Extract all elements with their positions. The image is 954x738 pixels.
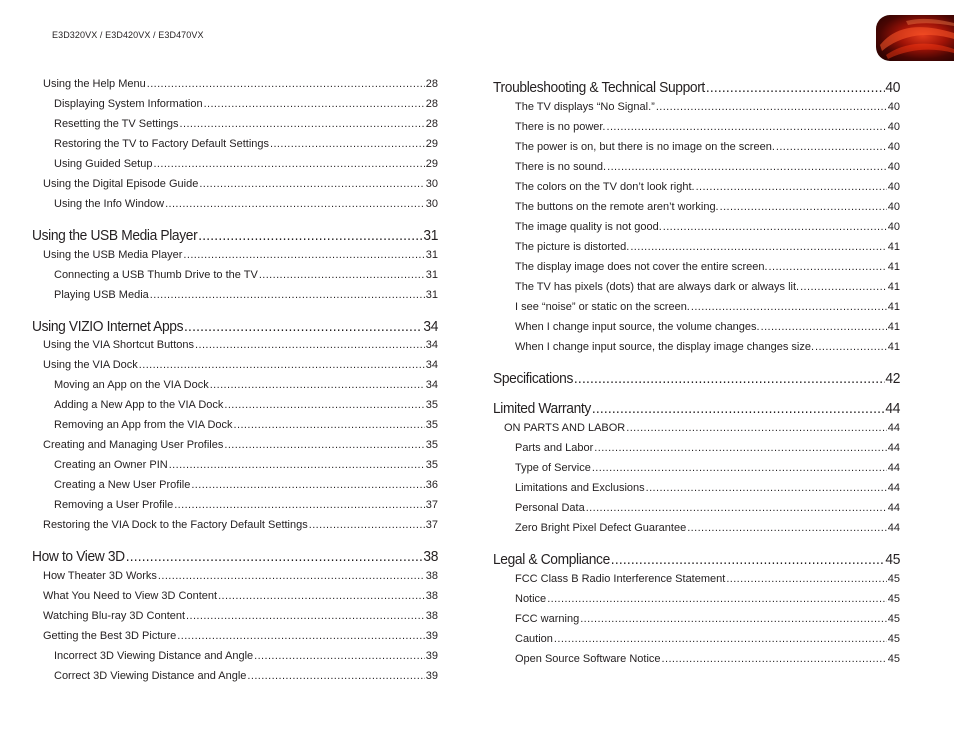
toc-page-number: 38	[425, 610, 438, 622]
toc-page-number: 45	[887, 653, 900, 665]
toc-page-number: 28	[425, 98, 438, 110]
toc-entry-title: The display image does not cover the entire screen.	[515, 261, 768, 273]
toc-entry-title: I see “noise” or static on the screen.	[515, 301, 690, 313]
toc-entry[interactable]	[493, 440, 900, 454]
toc-page-number: 35	[425, 399, 438, 411]
toc-dot-leader	[158, 570, 425, 582]
toc-entry[interactable]	[32, 648, 438, 662]
toc-dot-leader	[259, 269, 425, 281]
toc-dot-leader	[607, 161, 887, 173]
toc-entry-title: Notice	[515, 593, 547, 605]
toc-page-number: 29	[425, 138, 438, 150]
toc-page-number: 40	[887, 141, 900, 153]
toc-dot-leader	[247, 670, 424, 682]
toc-dot-leader	[586, 502, 887, 514]
toc-page-number: 42	[885, 370, 901, 387]
toc-page-number: 41	[887, 341, 900, 353]
toc-page-number: 40	[887, 221, 900, 233]
toc-entry[interactable]	[493, 651, 900, 665]
toc-dot-leader	[776, 141, 887, 153]
toc-dot-leader	[153, 158, 424, 170]
toc-page-number: 38	[425, 570, 438, 582]
toc-page-number: 39	[425, 650, 438, 662]
toc-entry-title: Creating a New User Profile	[54, 479, 191, 491]
toc-entry[interactable]	[32, 267, 438, 281]
toc-page-number: 31	[423, 227, 439, 244]
toc-entry[interactable]	[32, 517, 438, 531]
toc-entry-title: Legal & Compliance	[493, 551, 610, 568]
toc-entry[interactable]	[32, 287, 438, 301]
toc-dot-leader	[174, 499, 425, 511]
toc-dot-leader	[234, 419, 425, 431]
toc-chapter-entry[interactable]	[32, 545, 438, 565]
toc-entry[interactable]	[32, 417, 438, 431]
toc-page-number: 40	[887, 201, 900, 213]
toc-page-number: 39	[425, 630, 438, 642]
toc-entry-title: Displaying System Information	[54, 98, 203, 110]
toc-page-number: 30	[425, 198, 438, 210]
toc-page-number: 44	[887, 482, 900, 494]
toc-dot-leader	[554, 633, 887, 645]
toc-page-number: 31	[425, 289, 438, 301]
toc-entry[interactable]	[32, 337, 438, 351]
toc-entry[interactable]	[493, 239, 900, 253]
toc-entry-title: Using VIZIO Internet Apps	[32, 318, 184, 335]
toc-entry-title: How to View 3D	[32, 548, 125, 565]
toc-page-number: 40	[887, 161, 900, 173]
toc-chapter-entry[interactable]	[493, 397, 900, 417]
toc-entry-title: Zero Bright Pixel Defect Guarantee	[515, 522, 687, 534]
toc-page-number: 40	[885, 79, 901, 96]
toc-page-number: 45	[887, 573, 900, 585]
toc-chapter-entry[interactable]	[32, 315, 438, 335]
toc-entry[interactable]	[32, 156, 438, 170]
toc-page-number: 34	[425, 359, 438, 371]
toc-entry[interactable]	[32, 457, 438, 471]
toc-entry-title: Parts and Labor	[515, 442, 594, 454]
toc-entry-title: Using the Digital Episode Guide	[43, 178, 199, 190]
toc-entry-title: Creating and Managing User Profiles	[43, 439, 224, 451]
toc-dot-leader	[224, 439, 424, 451]
toc-dot-leader	[186, 610, 425, 622]
toc-dot-leader	[663, 221, 887, 233]
toc-page-number: 44	[887, 442, 900, 454]
toc-entry-title: Troubleshooting & Technical Support	[493, 79, 705, 96]
toc-dot-leader	[662, 653, 887, 665]
toc-dot-leader	[183, 249, 424, 261]
toc-entry-title: Getting the Best 3D Picture	[43, 630, 177, 642]
toc-dot-leader	[180, 118, 425, 130]
toc-entry[interactable]	[32, 76, 438, 90]
toc-page-number: 28	[425, 78, 438, 90]
toc-entry-title: Using the VIA Dock	[43, 359, 138, 371]
toc-dot-leader	[761, 321, 887, 333]
toc-page-number: 41	[887, 281, 900, 293]
toc-dot-leader	[254, 650, 425, 662]
toc-page-number: 38	[423, 548, 439, 565]
toc-entry[interactable]	[32, 568, 438, 582]
toc-entry-title: Creating an Owner PIN	[54, 459, 168, 471]
toc-page-number: 35	[425, 459, 438, 471]
toc-chapter-entry[interactable]	[493, 548, 900, 568]
toc-entry-title: ON PARTS AND LABOR	[504, 422, 626, 434]
toc-entry-title: Using the VIA Shortcut Buttons	[43, 339, 195, 351]
toc-page-number: 35	[425, 419, 438, 431]
toc-dot-leader	[691, 301, 887, 313]
toc-entry-title: There is no sound.	[515, 161, 607, 173]
toc-entry[interactable]	[493, 139, 900, 153]
toc-page-number: 30	[425, 178, 438, 190]
toc-entry[interactable]	[32, 608, 438, 622]
toc-dot-leader	[720, 201, 887, 213]
toc-entry[interactable]	[493, 460, 900, 474]
toc-dot-leader	[626, 422, 887, 434]
toc-entry[interactable]	[493, 299, 900, 313]
toc-page-number: 45	[887, 613, 900, 625]
toc-page-number: 45	[887, 593, 900, 605]
toc-dot-leader	[150, 289, 425, 301]
toc-entry[interactable]	[493, 520, 900, 534]
toc-entry-title: Open Source Software Notice	[515, 653, 661, 665]
toc-dot-leader	[656, 101, 887, 113]
toc-page-number: 44	[885, 400, 901, 417]
toc-entry[interactable]	[32, 437, 438, 451]
toc-entry[interactable]	[32, 136, 438, 150]
toc-dot-leader	[126, 548, 423, 565]
toc-entry-title: FCC warning	[515, 613, 580, 625]
toc-page-number: 45	[887, 633, 900, 645]
toc-entry[interactable]	[32, 176, 438, 190]
toc-dot-leader	[204, 98, 425, 110]
toc-dot-leader	[169, 459, 425, 471]
toc-entry[interactable]	[32, 628, 438, 642]
toc-entry[interactable]	[32, 397, 438, 411]
toc-dot-leader	[815, 341, 887, 353]
toc-entry[interactable]	[32, 196, 438, 210]
brand-swoosh-logo	[876, 15, 954, 61]
toc-entry-title: Adding a New App to the VIA Dock	[54, 399, 224, 411]
toc-entry-title: Removing an App from the VIA Dock	[54, 419, 233, 431]
toc-dot-leader	[165, 198, 425, 210]
toc-page-number: 28	[425, 118, 438, 130]
toc-chapter-entry[interactable]	[493, 367, 900, 387]
toc-dot-leader	[198, 227, 422, 244]
toc-dot-leader	[210, 379, 425, 391]
toc-entry-title: Type of Service	[515, 462, 591, 474]
toc-entry[interactable]	[493, 119, 900, 133]
toc-page-number: 34	[425, 379, 438, 391]
toc-dot-leader	[191, 479, 424, 491]
toc-entry-title: Correct 3D Viewing Distance and Angle	[54, 670, 247, 682]
toc-dot-leader	[224, 399, 424, 411]
toc-entry[interactable]	[32, 497, 438, 511]
toc-entry-title: Specifications	[493, 370, 573, 387]
toc-chapter-entry[interactable]	[493, 76, 900, 96]
toc-dot-leader	[218, 590, 425, 602]
toc-entry[interactable]	[493, 420, 900, 434]
toc-dot-leader	[592, 462, 887, 474]
toc-entry[interactable]	[493, 591, 900, 605]
toc-entry-title: Watching Blu-ray 3D Content	[43, 610, 186, 622]
toc-dot-leader	[592, 400, 885, 417]
toc-dot-leader	[199, 178, 424, 190]
toc-entry[interactable]	[493, 99, 900, 113]
toc-page-number: 37	[425, 519, 438, 531]
toc-entry[interactable]	[493, 319, 900, 333]
toc-dot-leader	[147, 78, 425, 90]
toc-dot-leader	[177, 630, 424, 642]
toc-entry-title: Caution	[515, 633, 553, 645]
toc-page-number: 29	[425, 158, 438, 170]
toc-page-number: 41	[887, 301, 900, 313]
toc-entry-title: Resetting the TV Settings	[54, 118, 179, 130]
toc-entry[interactable]	[493, 279, 900, 293]
toc-entry-title: What You Need to View 3D Content	[43, 590, 218, 602]
toc-dot-leader	[195, 339, 425, 351]
toc-entry[interactable]	[493, 500, 900, 514]
toc-dot-leader	[630, 241, 886, 253]
toc-entry-title: When I change input source, the volume changes.	[515, 321, 760, 333]
toc-entry[interactable]	[493, 571, 900, 585]
toc-entry[interactable]	[32, 96, 438, 110]
toc-entry[interactable]	[32, 357, 438, 371]
toc-dot-leader	[594, 442, 886, 454]
toc-entry[interactable]	[32, 477, 438, 491]
toc-dot-leader	[611, 551, 885, 568]
toc-dot-leader	[696, 181, 887, 193]
toc-entry[interactable]	[493, 339, 900, 353]
toc-page-number: 41	[887, 321, 900, 333]
toc-entry-title: The TV has pixels (dots) that are always dark or always lit.	[515, 281, 800, 293]
toc-entry[interactable]	[493, 611, 900, 625]
toc-page-number: 41	[887, 261, 900, 273]
toc-entry[interactable]	[493, 631, 900, 645]
toc-entry-title: Removing a User Profile	[54, 499, 174, 511]
toc-page-number: 44	[887, 462, 900, 474]
toc-entry-title: Moving an App on the VIA Dock	[54, 379, 209, 391]
toc-entry-title: How Theater 3D Works	[43, 570, 157, 582]
toc-entry[interactable]	[493, 259, 900, 273]
toc-entry-title: Using the USB Media Player	[43, 249, 183, 261]
toc-entry[interactable]	[493, 159, 900, 173]
toc-page-number: 45	[885, 551, 901, 568]
toc-dot-leader	[580, 613, 887, 625]
toc-page-number: 34	[425, 339, 438, 351]
toc-entry[interactable]	[32, 588, 438, 602]
header-model-text: E3D320VX / E3D420VX / E3D470VX	[52, 30, 204, 40]
toc-entry-title: Limitations and Exclusions	[515, 482, 645, 494]
toc-page-number: 44	[887, 422, 900, 434]
toc-entry[interactable]	[32, 668, 438, 682]
toc-page-number: 35	[425, 439, 438, 451]
toc-page-number: 41	[887, 241, 900, 253]
toc-dot-leader	[706, 79, 885, 96]
toc-dot-leader	[184, 318, 422, 335]
toc-entry-title: The TV displays “No Signal.”	[515, 101, 655, 113]
toc-entry[interactable]	[493, 219, 900, 233]
toc-entry-title: Restoring the TV to Factory Default Settings	[54, 138, 270, 150]
toc-page-number: 44	[887, 522, 900, 534]
toc-page-number: 31	[425, 269, 438, 281]
toc-dot-leader	[646, 482, 887, 494]
toc-dot-leader	[574, 370, 885, 387]
toc-page-number: 40	[887, 181, 900, 193]
toc-dot-leader	[800, 281, 887, 293]
toc-page-number: 34	[423, 318, 439, 335]
toc-entry[interactable]	[493, 480, 900, 494]
toc-page-number: 40	[887, 121, 900, 133]
toc-entry-title: Connecting a USB Thumb Drive to the TV	[54, 269, 258, 281]
toc-entry-title: FCC Class B Radio Interference Statement	[515, 573, 726, 585]
toc-dot-leader	[726, 573, 886, 585]
toc-entry-title: The picture is distorted.	[515, 241, 630, 253]
toc-page-number: 36	[425, 479, 438, 491]
toc-dot-leader	[309, 519, 425, 531]
toc-page-number: 39	[425, 670, 438, 682]
toc-page-number: 40	[887, 101, 900, 113]
toc-entry-title: The colors on the TV don’t look right.	[515, 181, 695, 193]
toc-entry[interactable]	[493, 199, 900, 213]
toc-dot-leader	[607, 121, 887, 133]
toc-entry-title: Limited Warranty	[493, 400, 591, 417]
toc-dot-leader	[769, 261, 887, 273]
toc-page-number: 44	[887, 502, 900, 514]
toc-entry[interactable]	[493, 179, 900, 193]
toc-entry-title: Playing USB Media	[54, 289, 149, 301]
toc-entry-title: Using the Info Window	[54, 198, 165, 210]
toc-chapter-entry[interactable]	[32, 224, 438, 244]
toc-entry-title: The image quality is not good.	[515, 221, 662, 233]
toc-entry[interactable]	[32, 116, 438, 130]
toc-page-number: 37	[425, 499, 438, 511]
toc-page-number: 38	[425, 590, 438, 602]
toc-entry[interactable]	[32, 377, 438, 391]
toc-entry-title: There is no power.	[515, 121, 606, 133]
toc-dot-leader	[687, 522, 887, 534]
toc-dot-leader	[270, 138, 425, 150]
toc-entry-title: Using the Help Menu	[43, 78, 146, 90]
toc-entry-title: When I change input source, the display image changes size.	[515, 341, 815, 353]
toc-entry-title: The power is on, but there is no image on the screen.	[515, 141, 775, 153]
toc-page-number: 31	[425, 249, 438, 261]
toc-entry-title: Personal Data	[515, 502, 585, 514]
toc-entry[interactable]	[32, 247, 438, 261]
toc-entry-title: Restoring the VIA Dock to the Factory Default Settings	[43, 519, 308, 531]
toc-dot-leader	[547, 593, 887, 605]
toc-entry-title: Using Guided Setup	[54, 158, 153, 170]
toc-entry-title: Using the USB Media Player	[32, 227, 198, 244]
toc-dot-leader	[139, 359, 425, 371]
toc-entry-title: The buttons on the remote aren’t working.	[515, 201, 719, 213]
toc-entry-title: Incorrect 3D Viewing Distance and Angle	[54, 650, 254, 662]
